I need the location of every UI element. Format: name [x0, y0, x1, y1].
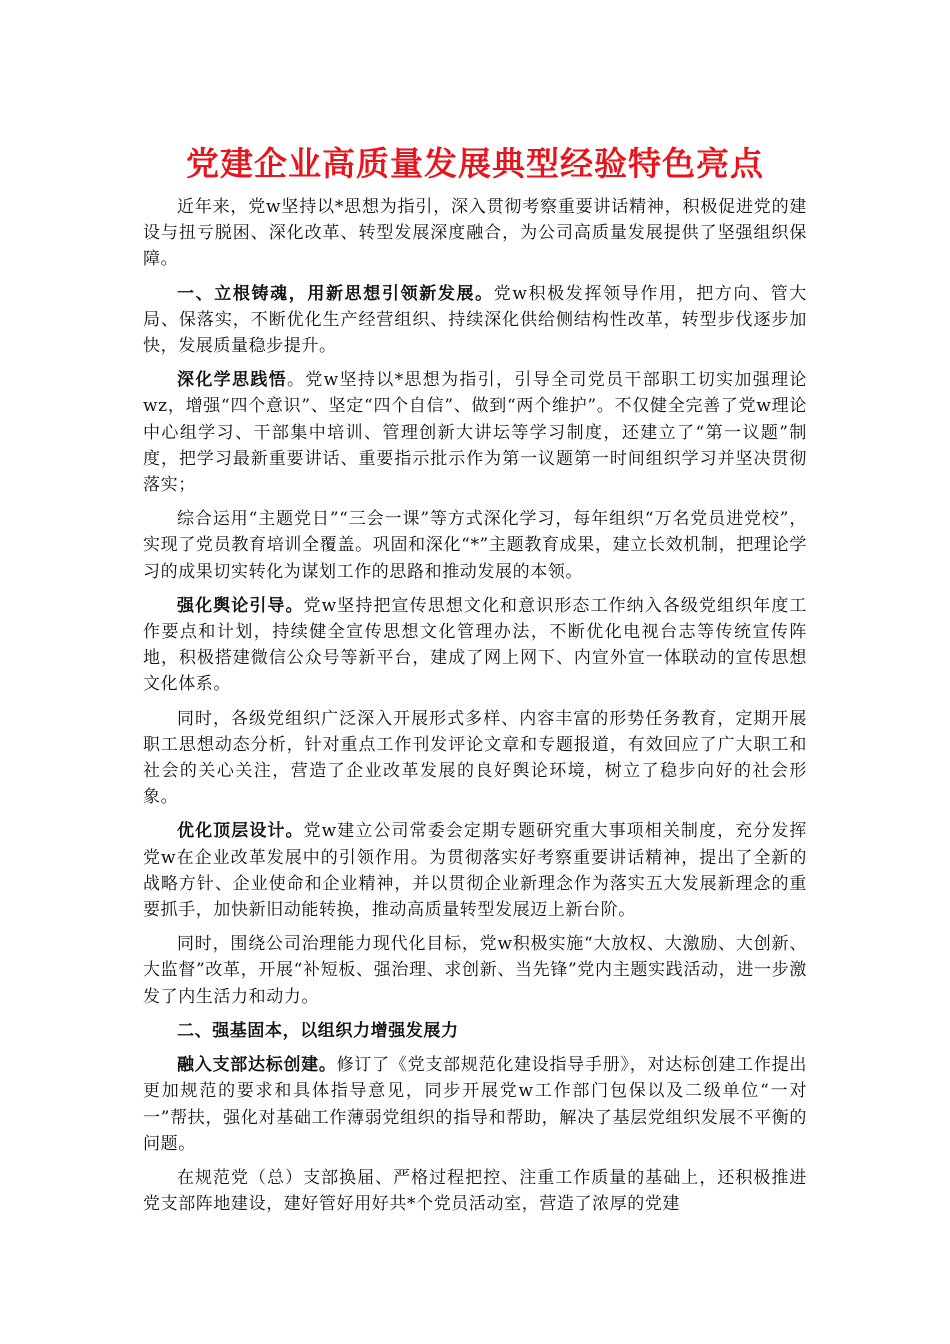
document-title: 党建企业高质量发展典型经验特色亮点 [186, 144, 764, 183]
paragraph-text: 同时，各级党组织广泛深入开展形式多样、内容丰富的形势任务教育，定期开展职工思想动态分析，针对重点工作刊发评论文章和专题报道，有效回应了广大职工和社会的关心关注，营造了企业改革发展的良好舆论环境，树立了稳步向好的社会形象。 [143, 708, 807, 808]
paragraph-branch-standard [143, 1052, 807, 1157]
paragraph-top-design-cont [143, 931, 807, 1010]
paragraph-text: 同时，围绕公司治理能力现代化目标，党w积极实施“大放权、大激励、大创新、大监督”改革，开展“补短板、强治理、求创新、当先锋”党内主题实践活动，进一步激发了内生活力和动力。 [143, 934, 807, 1007]
paragraph-lead: 融入支部达标创建。 [177, 1055, 337, 1076]
paragraph-text: 党w建立公司常委会定期专题研究重大事项相关制度，充分发挥党w在企业改革发展中的引领作用。为贯彻落实好考察重要讲话精神，提出了全新的战略方针、企业使命和企业精神，并以贯彻企业新理念作为落实五大发展新理念的重要抓手，加快新旧动能转换，推动高质量转型发展迈上新台阶。 [143, 821, 807, 921]
paragraph-text: 党w坚持把宣传思想文化和意识形态工作纳入各级党组织年度工作要点和计划，持续健全宣传思想文化管理办法，不断优化电视台志等传统宣传阵地，积极搭建微信公众号等新平台，建成了网上网下、内宣外宣一体联动的宣传思想文化体系。 [143, 595, 807, 695]
paragraph-lead: 优化顶层设计。 [177, 821, 304, 842]
paragraph-lead: 强化舆论引导。 [177, 595, 304, 616]
section-heading-two [143, 1018, 807, 1044]
paragraph-text: 。党w坚持以*思想为指引，引导全司党员干部职工切实加强理论wz，增强“四个意识”、坚定“四个自信”、做到“两个维护”。不仅健全完善了党w理论中心组学习、干部集中培训、管理创新大讲坛等学习制度，还建立了“第一议题”制度，把学习最新重要讲话、重要指示批示作为第一议题第一时间组织学习并坚决贯彻落实； [143, 370, 808, 496]
paragraph-text: 在规范党（总）支部换届、严格过程把控、注重工作质量的基础上，还积极推进党支部阵地建设，建好管好用好共*个党员活动室，营造了浓厚的党建 [143, 1167, 807, 1215]
paragraph-top-design [143, 818, 807, 923]
paragraph-opinion-cont [143, 706, 807, 811]
document-page [143, 128, 807, 1225]
paragraph-text: 修订了《党支部规范化建设指导手册》，对达标创建工作提出更加规范的要求和具体指导意见，同步开展党w工作部门包保以及二级单位“一对一”帮扶，强化对基础工作薄弱党组织的指导和帮助，解决了基层党组织发展不平衡的问题。 [143, 1055, 808, 1154]
paragraph-text: 党w积极发挥领导作用，把方向、管大局、保落实，不断优化生产经营组织、持续深化供给侧结构性改革，转型步伐逐步加快，发展质量稳步提升。 [143, 283, 807, 357]
paragraph-lead: 二、强基固本，以组织力增强发展力 [177, 1020, 459, 1041]
paragraph-intro [143, 194, 807, 273]
paragraph-lead: 深化学思践悟 [177, 370, 288, 391]
paragraph-text: 近年来，党w坚持以*思想为指引，深入贯彻考察重要讲话精神，积极促进党的建设与扭亏脱困、深化改革、转型发展深度融合，为公司高质量发展提供了坚强组织保障。 [143, 197, 807, 270]
paragraph-lead: 一、立根铸魂，用新思想引领新发展。 [177, 283, 494, 304]
paragraph-opinion [143, 593, 807, 698]
paragraph-study-cont [143, 506, 807, 585]
paragraph-text: 综合运用“主题党日”“三会一课”等方式深化学习，每年组织“万名党员进党校”，实现了党员教育培训全覆盖。巩固和深化“*”主题教育成果，建立长效机制，把理论学习的成果切实转化为谋划工作的思路和推动发展的本领。 [143, 509, 807, 582]
paragraph-study [143, 367, 807, 498]
paragraph-section-one [143, 281, 807, 360]
paragraph-branch-standard-cont [143, 1165, 807, 1217]
